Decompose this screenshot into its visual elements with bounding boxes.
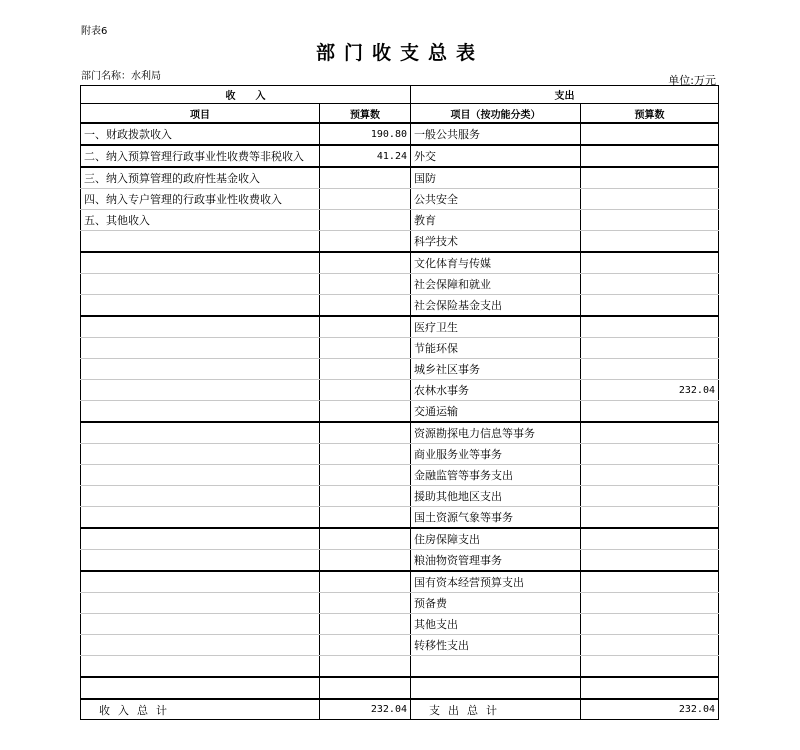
expense-budget — [581, 145, 719, 167]
income-budget — [320, 359, 411, 380]
expense-budget — [581, 189, 719, 210]
income-budget — [320, 401, 411, 423]
expense-item: 国防 — [411, 167, 581, 189]
table-row — [81, 593, 719, 614]
expense-item: 金融监管等事务支出 — [411, 465, 581, 486]
table-row — [81, 401, 719, 423]
expense-budget — [581, 635, 719, 656]
income-budget-header: 预算数 — [320, 104, 411, 124]
income-item: 三、纳入预算管理的政府性基金收入 — [81, 167, 320, 189]
income-item — [81, 486, 320, 507]
income-item — [81, 380, 320, 401]
expense-item: 转移性支出 — [411, 635, 581, 656]
expense-item: 交通运输 — [411, 401, 581, 423]
expense-item: 其他支出 — [411, 614, 581, 635]
table-row — [81, 677, 719, 699]
expense-item: 预备费 — [411, 593, 581, 614]
table-row — [81, 507, 719, 529]
income-budget — [320, 252, 411, 274]
table-row — [81, 486, 719, 507]
income-item — [81, 401, 320, 423]
table-row — [81, 167, 719, 189]
table-row — [81, 635, 719, 656]
expense-item: 资源勘探电力信息等事务 — [411, 422, 581, 444]
income-item — [81, 316, 320, 338]
expense-budget — [581, 550, 719, 572]
income-item-header: 项目 — [81, 104, 320, 124]
table-row — [81, 295, 719, 317]
income-budget: 41.24 — [320, 145, 411, 167]
table-row — [81, 338, 719, 359]
expense-budget — [581, 316, 719, 338]
income-budget — [320, 614, 411, 635]
table-row — [81, 359, 719, 380]
income-item — [81, 571, 320, 593]
income-total-value: 232.04 — [320, 699, 411, 720]
expense-total-label: 支出总计 — [411, 699, 581, 720]
expense-budget — [581, 338, 719, 359]
table-row — [81, 614, 719, 635]
expense-item: 社会保障和就业 — [411, 274, 581, 295]
expense-item: 医疗卫生 — [411, 316, 581, 338]
income-budget — [320, 422, 411, 444]
expense-budget — [581, 359, 719, 380]
table-row — [81, 231, 719, 253]
table-row — [81, 444, 719, 465]
income-item — [81, 422, 320, 444]
expense-budget — [581, 614, 719, 635]
expense-item: 社会保险基金支出 — [411, 295, 581, 317]
expense-item: 公共安全 — [411, 189, 581, 210]
income-budget — [320, 316, 411, 338]
expense-total-value: 232.04 — [581, 699, 719, 720]
expense-budget — [581, 593, 719, 614]
table-row — [81, 380, 719, 401]
income-item — [81, 593, 320, 614]
table-row — [81, 528, 719, 550]
income-header: 收 入 — [81, 86, 411, 104]
budget-table — [80, 85, 719, 720]
income-budget — [320, 550, 411, 572]
income-budget — [320, 295, 411, 317]
income-item — [81, 507, 320, 529]
expense-budget — [581, 210, 719, 231]
income-item — [81, 550, 320, 572]
attachment-label: 附表6 — [81, 26, 108, 37]
expense-item-header: 项目（按功能分类） — [411, 104, 581, 124]
table-row — [81, 571, 719, 593]
income-item — [81, 231, 320, 253]
expense-item: 文化体育与传媒 — [411, 252, 581, 274]
table-row — [81, 123, 719, 145]
table-row — [81, 316, 719, 338]
income-total-label: 收入总计 — [81, 699, 320, 720]
department-name: 部门名称：水利局 — [81, 71, 161, 82]
income-item — [81, 252, 320, 274]
income-item — [81, 465, 320, 486]
income-budget — [320, 677, 411, 699]
expense-item: 一般公共服务 — [411, 123, 581, 145]
expense-budget — [581, 465, 719, 486]
income-item — [81, 656, 320, 678]
expense-budget — [581, 123, 719, 145]
expense-item: 援助其他地区支出 — [411, 486, 581, 507]
income-item: 一、财政拨款收入 — [81, 123, 320, 145]
income-budget — [320, 338, 411, 359]
page-title: 部门收支总表 — [315, 42, 484, 64]
income-budget — [320, 571, 411, 593]
expense-item: 国土资源气象等事务 — [411, 507, 581, 529]
expense-header: 支出 — [411, 86, 719, 104]
expense-item: 科学技术 — [411, 231, 581, 253]
table-row — [81, 550, 719, 572]
income-item: 二、纳入预算管理行政事业性收费等非税收入 — [81, 145, 320, 167]
table-row — [81, 210, 719, 231]
income-item — [81, 444, 320, 465]
income-item: 四、纳入专户管理的行政事业性收费收入 — [81, 189, 320, 210]
income-budget: 190.80 — [320, 123, 411, 145]
expense-budget — [581, 677, 719, 699]
income-budget — [320, 593, 411, 614]
expense-item: 教育 — [411, 210, 581, 231]
expense-budget — [581, 401, 719, 423]
income-budget — [320, 656, 411, 678]
table-row — [81, 465, 719, 486]
expense-budget — [581, 571, 719, 593]
expense-budget — [581, 231, 719, 253]
income-item — [81, 274, 320, 295]
income-budget — [320, 444, 411, 465]
income-budget — [320, 635, 411, 656]
expense-item — [411, 677, 581, 699]
income-budget — [320, 167, 411, 189]
income-item: 五、其他收入 — [81, 210, 320, 231]
income-item — [81, 338, 320, 359]
expense-budget — [581, 444, 719, 465]
table-row — [81, 189, 719, 210]
expense-item: 节能环保 — [411, 338, 581, 359]
income-budget — [320, 465, 411, 486]
table-row — [81, 252, 719, 274]
income-budget — [320, 231, 411, 253]
expense-item: 城乡社区事务 — [411, 359, 581, 380]
expense-item: 商业服务业等事务 — [411, 444, 581, 465]
table-row — [81, 656, 719, 678]
expense-budget — [581, 252, 719, 274]
expense-item: 住房保障支出 — [411, 528, 581, 550]
expense-budget — [581, 656, 719, 678]
expense-budget — [581, 274, 719, 295]
expense-item: 农林水事务 — [411, 380, 581, 401]
income-item — [81, 614, 320, 635]
income-item — [81, 635, 320, 656]
expense-budget-header: 预算数 — [581, 104, 719, 124]
income-budget — [320, 189, 411, 210]
unit-label: 单位:万元 — [668, 74, 716, 87]
expense-item — [411, 656, 581, 678]
income-budget — [320, 210, 411, 231]
expense-budget — [581, 486, 719, 507]
income-budget — [320, 380, 411, 401]
expense-item: 粮油物资管理事务 — [411, 550, 581, 572]
expense-budget: 232.04 — [581, 380, 719, 401]
income-budget — [320, 507, 411, 529]
expense-budget — [581, 507, 719, 529]
income-item — [81, 677, 320, 699]
table-row — [81, 422, 719, 444]
expense-item: 国有资本经营预算支出 — [411, 571, 581, 593]
table-row — [81, 145, 719, 167]
expense-budget — [581, 295, 719, 317]
expense-budget — [581, 422, 719, 444]
expense-budget — [581, 167, 719, 189]
expense-budget — [581, 528, 719, 550]
income-budget — [320, 486, 411, 507]
income-item — [81, 359, 320, 380]
income-item — [81, 528, 320, 550]
income-budget — [320, 274, 411, 295]
expense-item: 外交 — [411, 145, 581, 167]
income-item — [81, 295, 320, 317]
income-budget — [320, 528, 411, 550]
table-row — [81, 274, 719, 295]
